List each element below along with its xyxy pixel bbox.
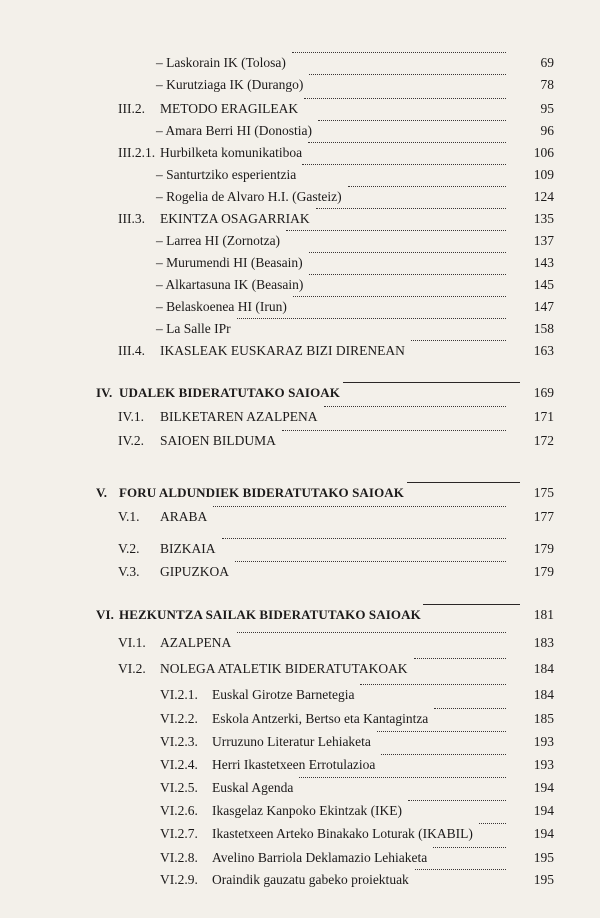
toc-entry-number: VI.2. (118, 661, 146, 676)
toc-entry-title: – Santurtziko esperientzia (156, 167, 297, 182)
toc-entry-title: Avelino Barriola Deklamazio Lehiaketa (212, 850, 428, 865)
toc-entry-title: NOLEGA ATALETIK BIDERATUTAKOAK (160, 661, 408, 676)
toc-entry-number: V.1. (118, 509, 140, 524)
toc-entry (0, 52, 600, 74)
toc-entry-title: Urruzuno Literatur Lehiaketa (212, 734, 371, 749)
toc-leader (377, 731, 506, 732)
toc-entry-page: 135 (533, 211, 554, 226)
toc-leader (237, 318, 506, 319)
toc-entry (0, 318, 600, 340)
toc-entry-number: VI.2.6. (160, 803, 198, 818)
toc-entry (0, 430, 600, 452)
toc-entry (0, 800, 600, 822)
toc-entry (0, 823, 600, 845)
toc-entry-title: IKASLEAK EUSKARAZ BIZI DIRENEAN (160, 343, 405, 358)
toc-entry-page: 137 (533, 233, 554, 248)
toc-entry-page: 195 (533, 850, 554, 865)
toc-entry-title: EKINTZA OSAGARRIAK (160, 211, 310, 226)
toc-entry-number: VI. (96, 607, 114, 622)
toc-entry-page: 193 (533, 734, 554, 749)
toc-leader (343, 382, 520, 383)
toc-entry-number: VI.2.9. (160, 872, 198, 887)
toc-entry-page: 124 (533, 189, 554, 204)
toc-entry-page: 184 (533, 687, 554, 702)
toc-entry-number: IV. (96, 385, 113, 400)
toc-entry-number: VI.2.2. (160, 711, 198, 726)
toc-entry-title: GIPUZKOA (160, 564, 229, 579)
toc-leader (348, 186, 506, 187)
toc-entry (0, 506, 600, 528)
toc-entry (0, 561, 600, 583)
toc-entry-page: 147 (533, 299, 554, 314)
toc-entry (0, 684, 600, 706)
toc-leader (408, 800, 506, 801)
toc-entry-page: 96 (540, 123, 554, 138)
toc-entry-page: 163 (533, 343, 554, 358)
toc-leader (282, 430, 506, 431)
toc-entry-page: 175 (533, 485, 554, 500)
toc-entry-number: VI.1. (118, 635, 146, 650)
toc-entry-page: 179 (533, 564, 554, 579)
toc-leader (235, 561, 506, 562)
toc-entry-title: – Alkartasuna IK (Beasain) (156, 277, 304, 292)
toc-entry (0, 142, 600, 164)
toc-entry-number: VI.2.5. (160, 780, 198, 795)
toc-leader (309, 74, 506, 75)
toc-entry-page: 171 (533, 409, 554, 424)
toc-entry-page: 195 (533, 872, 554, 887)
toc-entry-number: IV.2. (118, 433, 145, 448)
toc-entry-page: 194 (533, 803, 554, 818)
toc-entry-title: UDALEK BIDERATUTAKO SAIOAK (119, 385, 340, 400)
toc-entry-title: Hurbilketa komunikatiboa (160, 145, 303, 160)
toc-entry-title: SAIOEN BILDUMA (160, 433, 276, 448)
toc-leader (308, 142, 506, 143)
toc-entry-number: III.2.1. (118, 145, 156, 160)
toc-leader (415, 869, 506, 870)
toc-entry-page: 95 (540, 101, 554, 116)
toc-entry-page: 193 (533, 757, 554, 772)
toc-entry-page: 194 (533, 826, 554, 841)
toc-entry-number: V.2. (118, 541, 140, 556)
toc-leader (222, 538, 507, 539)
toc-entry (0, 406, 600, 428)
toc-entry-number: III.2. (118, 101, 145, 116)
toc-entry-page: 145 (533, 277, 554, 292)
toc-entry (0, 869, 600, 891)
toc-entry-number: V. (96, 485, 108, 500)
toc-entry-number: VI.2.1. (160, 687, 198, 702)
toc-leader (407, 482, 520, 483)
toc-entry (0, 382, 600, 404)
toc-entry-title: Eskola Antzerki, Bertso eta Kantagintza (212, 711, 429, 726)
toc-entry (0, 604, 600, 626)
toc-entry-title: – La Salle IPr (156, 321, 231, 336)
toc-entry-title: Euskal Agenda (212, 780, 294, 795)
toc-entry-page: 181 (533, 607, 554, 622)
toc-entry-title: – Rogelia de Alvaro H.I. (Gasteiz) (156, 189, 342, 204)
toc-entry (0, 482, 600, 504)
toc-entry (0, 98, 600, 120)
toc-entry-title: AZALPENA (160, 635, 232, 650)
toc-entry-title: Euskal Girotze Barnetegia (212, 687, 355, 702)
toc-entry-page: 106 (533, 145, 554, 160)
toc-leader (213, 506, 506, 507)
toc-entry-number: VI.2.8. (160, 850, 198, 865)
toc-leader (304, 98, 506, 99)
toc-entry-number: III.4. (118, 343, 145, 358)
toc-entry-title: Ikasgelaz Kanpoko Ekintzak (IKE) (212, 803, 403, 818)
toc-entry-number: VI.2.7. (160, 826, 198, 841)
toc-leader (433, 847, 506, 848)
toc-entry (0, 538, 600, 560)
toc-entry (0, 208, 600, 230)
toc-entry-page: 143 (533, 255, 554, 270)
toc-entry-page: 158 (533, 321, 554, 336)
toc-entry (0, 847, 600, 869)
toc-entry (0, 708, 600, 730)
toc-entry (0, 120, 600, 142)
toc-entry-number: IV.1. (118, 409, 145, 424)
toc-leader (293, 296, 506, 297)
toc-entry (0, 658, 600, 680)
toc-entry (0, 186, 600, 208)
toc-entry-number: V.3. (118, 564, 140, 579)
toc-entry-title: BILKETAREN AZALPENA (160, 409, 318, 424)
toc-leader (302, 164, 506, 165)
toc-entry-number: III.3. (118, 211, 145, 226)
toc-leader (237, 632, 506, 633)
toc-entry-page: 179 (533, 541, 554, 556)
toc-leader (411, 340, 506, 341)
toc-leader (324, 406, 506, 407)
toc-entry (0, 296, 600, 318)
toc-entry (0, 632, 600, 654)
toc-entry (0, 340, 600, 362)
toc-leader (414, 658, 506, 659)
toc-entry-title: HEZKUNTZA SAILAK BIDERATUTAKO SAIOAK (119, 607, 421, 622)
toc-entry-page: 78 (540, 77, 554, 92)
toc-entry-page: 184 (533, 661, 554, 676)
toc-entry-title: Herri Ikastetxeen Errotulazioa (212, 757, 376, 772)
toc-leader (316, 208, 506, 209)
toc-entry-title: FORU ALDUNDIEK BIDERATUTAKO SAIOAK (119, 485, 404, 500)
toc-leader (286, 230, 506, 231)
toc-leader (318, 120, 506, 121)
toc-entry-page: 185 (533, 711, 554, 726)
toc-leader (423, 604, 520, 605)
toc-entry-title: – Belaskoenea HI (Irun) (156, 299, 287, 314)
toc-entry-page: 109 (533, 167, 554, 182)
toc-leader (299, 777, 506, 778)
toc-leader (292, 52, 506, 53)
toc-entry (0, 731, 600, 753)
toc-leader (381, 754, 506, 755)
toc-entry-number: VI.2.4. (160, 757, 198, 772)
toc-entry (0, 252, 600, 274)
toc-entry-page: 194 (533, 780, 554, 795)
toc-entry-title: BIZKAIA (160, 541, 216, 556)
toc-entry (0, 754, 600, 776)
toc-entry-title: – Kurutziaga IK (Durango) (156, 77, 304, 92)
toc-entry-page: 169 (533, 385, 554, 400)
toc-entry-page: 69 (540, 55, 554, 70)
toc-entry-title: ARABA (160, 509, 208, 524)
toc-leader (309, 274, 506, 275)
toc-entry-page: 177 (533, 509, 554, 524)
toc-entry-title: – Laskorain IK (Tolosa) (156, 55, 286, 70)
toc-entry (0, 274, 600, 296)
toc-entry (0, 230, 600, 252)
toc-entry-title: – Larrea HI (Zornotza) (156, 233, 281, 248)
toc-entry-page: 172 (533, 433, 554, 448)
toc-entry-title: – Amara Berri HI (Donostia) (156, 123, 312, 138)
toc-entry-number: VI.2.3. (160, 734, 198, 749)
toc-entry (0, 777, 600, 799)
toc-entry-title: – Murumendi HI (Beasain) (156, 255, 303, 270)
toc-entry (0, 164, 600, 186)
toc-leader (479, 823, 506, 824)
toc-entry-title: METODO ERAGILEAK (160, 101, 299, 116)
toc-leader (309, 252, 506, 253)
toc-entry-title: Oraindik gauzatu gabeko proiektuak (212, 872, 409, 887)
toc-entry-title: Ikastetxeen Arteko Binakako Loturak (IKABIL) (212, 826, 473, 841)
toc-leader (434, 708, 506, 709)
toc-leader (360, 684, 506, 685)
toc-entry (0, 74, 600, 96)
toc-entry-page: 183 (533, 635, 554, 650)
